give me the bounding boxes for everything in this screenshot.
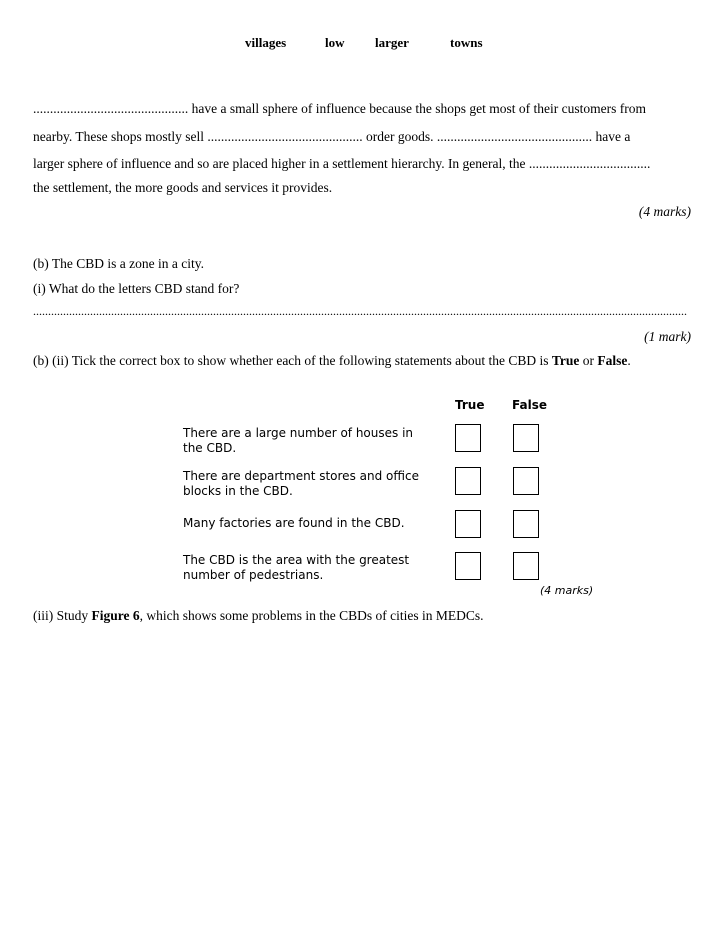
word-bank-item: larger	[375, 35, 409, 50]
statement: Many factories are found in the CBD.	[183, 516, 405, 530]
period: .	[627, 353, 631, 368]
false-checkbox[interactable]	[513, 510, 539, 538]
false-header: False	[512, 398, 547, 412]
or-word: or	[579, 353, 598, 368]
statement: The CBD is the area with the greatest number of pedestrians.	[183, 553, 410, 582]
word-bank-item: towns	[450, 35, 483, 50]
word-bank-item: villages	[245, 35, 287, 50]
true-checkbox[interactable]	[455, 467, 481, 495]
false-checkbox[interactable]	[513, 552, 539, 580]
true-checkbox[interactable]	[455, 424, 481, 452]
true-checkbox[interactable]	[455, 510, 481, 538]
question-b-i: (i) What do the letters CBD stand for?	[33, 281, 240, 296]
question-iii	[33, 608, 484, 624]
paragraph-line: nearby. These shops mostly sell .............................................. order goods. .............................................. have a	[33, 129, 631, 144]
marks-label: (4 marks)	[540, 584, 594, 597]
answer-line[interactable]: ..........................................................................................................................................................................................................................	[33, 304, 687, 318]
true-word: True	[551, 353, 580, 368]
question-text: (iii) Study	[33, 608, 92, 623]
true-header: True	[455, 398, 485, 412]
false-word: False	[597, 353, 628, 368]
marks-label: (4 marks)	[638, 204, 691, 219]
true-checkbox[interactable]	[455, 552, 481, 580]
question-b-intro: (b) The CBD is a zone in a city.	[33, 256, 204, 271]
question-text: , which shows some problems in the CBDs of cities in MEDCs.	[139, 608, 484, 623]
marks-label: (1 mark)	[644, 329, 691, 344]
false-checkbox[interactable]	[513, 467, 539, 495]
figure-reference: Figure 6	[91, 608, 140, 623]
statement: There are a large number of houses in the CBD.	[183, 426, 414, 455]
false-checkbox[interactable]	[513, 424, 539, 452]
word-bank-item: low	[325, 35, 345, 50]
statement: There are department stores and office blocks in the CBD.	[183, 469, 419, 498]
question-text: (b) (ii) Tick the correct box to show whether each of the following statements about the CBD is	[33, 353, 552, 368]
paragraph-line: the settlement, the more goods and services it provides.	[33, 180, 333, 195]
paragraph-line: .............................................. have a small sphere of influence because the shops get most of their customers from	[33, 101, 646, 116]
question-b-ii	[33, 353, 631, 369]
paragraph-line: larger sphere of influence and so are placed higher in a settlement hierarchy. In general, the ....................................	[33, 156, 651, 171]
